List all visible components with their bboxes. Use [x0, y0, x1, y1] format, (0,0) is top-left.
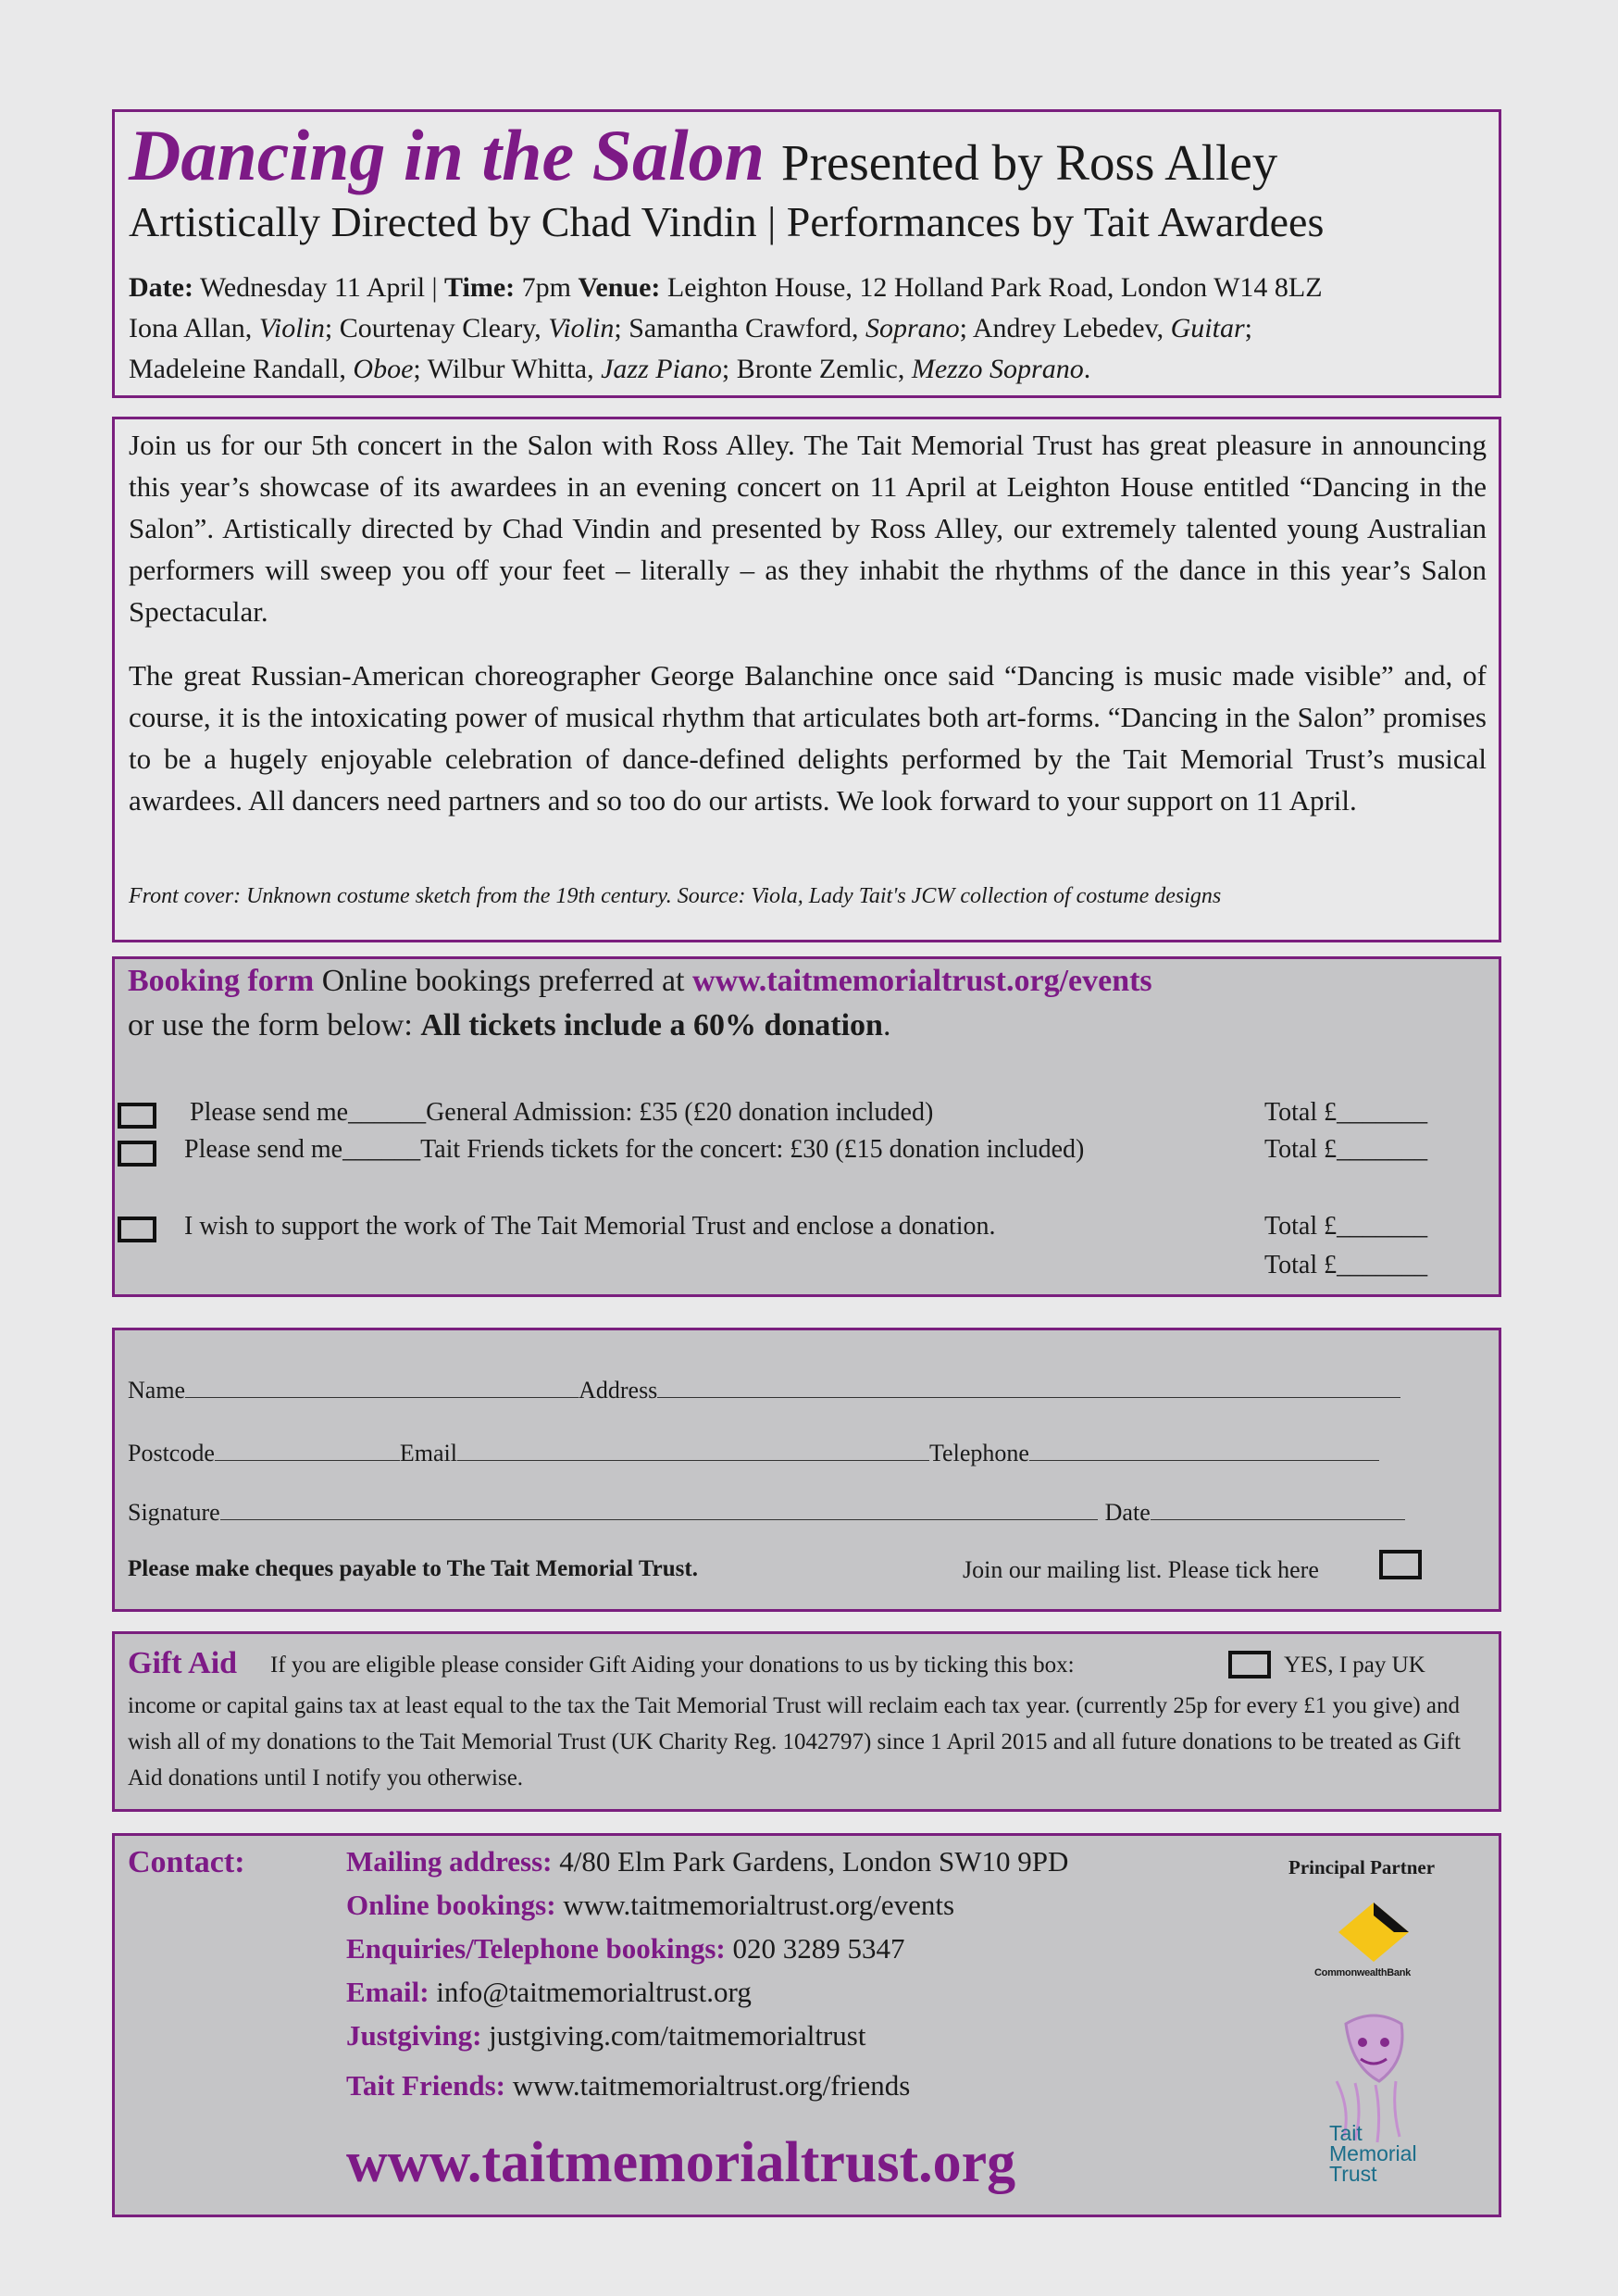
donation-note: All tickets include a 60% donation [420, 1008, 883, 1042]
cheques-note: Please make cheques payable to The Tait Memorial Trust. [128, 1556, 698, 1581]
donation-row-total[interactable]: Total £_______ [1264, 1212, 1428, 1241]
contact-online-bookings[interactable]: Online bookings: www.taitmemorialtrust.org/events [346, 1889, 955, 1921]
presented-by: Presented by Ross Alley [781, 134, 1278, 191]
intro-panel [112, 417, 1501, 942]
gift-aid-yes: YES, I pay UK [1284, 1653, 1425, 1678]
cover-caption: Front cover: Unknown costume sketch from the 19th century. Source: Viola, Lady Tait's JCW collection of costume designs [129, 884, 1222, 908]
time-value: 7pm [521, 272, 571, 303]
contact-telephone: Enquiries/Telephone bookings: 020 3289 5347 [346, 1932, 905, 1965]
website-link[interactable]: www.taitmemorialtrust.org [346, 2131, 1016, 2194]
mailing-list-checkbox[interactable] [1379, 1550, 1422, 1579]
performer: Courtenay Cleary, Violin; [339, 313, 629, 343]
directed-line: Artistically Directed by Chad Vindin | Performances by Tait Awardees [129, 198, 1325, 245]
contact-mailing-address: Mailing address: 4/80 Elm Park Gardens, London SW10 9PD [346, 1845, 1069, 1878]
contact-email[interactable]: Email: info@taitmemorialtrust.org [346, 1976, 752, 2008]
venue-value: Leighton House, 12 Holland Park Road, London W14 8LZ [666, 272, 1323, 303]
gift-aid-title: Gift Aid [128, 1646, 238, 1680]
booking-header [128, 964, 1152, 999]
donation-row-text: I wish to support the work of The Tait Memorial Trust and enclose a donation. [184, 1212, 996, 1241]
ticket-row-friends [115, 1135, 1499, 1167]
gift-aid-line1: If you are eligible please consider Gift Aiding your donations to us by ticking this box: [270, 1653, 1075, 1678]
theatre-mask-icon [1346, 2015, 1402, 2081]
tait-logo-text: Tait Memorial Trust [1329, 2121, 1417, 2186]
friends-tickets-checkbox[interactable] [118, 1141, 156, 1167]
email-label: Email [399, 1440, 457, 1466]
gift-aid-body: income or capital gains tax at least equal to the tax the Tait Memorial Trust will reclaim each tax year. (currently 25p for every £1 you give) and wish all of my donations to the Tait Memorial Trust (UK Charity Reg. 1042797) since 1 April 2015 and all future donations to be treated as Gift Aid donations until I notify you otherwise. [128, 1693, 1461, 1791]
contact-details-form [112, 1328, 1501, 1612]
telephone-label: Telephone [928, 1440, 1029, 1466]
time-label: Time: [444, 272, 516, 303]
booking-url-link[interactable]: www.taitmemorialtrust.org/events [692, 964, 1152, 998]
performer: Madeleine Randall, Oboe; [129, 354, 428, 384]
event-header [112, 109, 1501, 398]
contact-title: Contact: [128, 1845, 245, 1879]
ticket-row-text: Please send me______General Admission: £35 (£20 donation included) [190, 1098, 934, 1127]
title-line [129, 114, 1277, 197]
principal-partner-label: Principal Partner [1288, 1856, 1436, 1878]
signature-label: Signature [128, 1499, 220, 1526]
ticket-row-total[interactable]: Total £_______ [1264, 1135, 1428, 1164]
performer: Andrey Lebedev, Guitar; [972, 313, 1252, 343]
date-value: Wednesday 11 April | [199, 272, 438, 303]
event-details [129, 268, 1489, 390]
bank-name: CommonwealthBank [1314, 1967, 1411, 1978]
grand-total[interactable]: Total £_______ [1264, 1251, 1428, 1279]
signature-date-fields[interactable] [128, 1499, 1405, 1527]
performer: Iona Allan, Violin; [129, 313, 340, 343]
name-field[interactable] [128, 1377, 1400, 1404]
booking-form [112, 956, 1501, 1297]
contact-tait-friends[interactable]: Tait Friends: www.taitmemorialtrust.org/friends [346, 2069, 911, 2102]
ticket-row-general [115, 1098, 1499, 1129]
address-label: Address [579, 1377, 658, 1404]
performer: Samantha Crawford, Soprano; [629, 313, 973, 343]
ticket-row-total[interactable]: Total £_______ [1264, 1098, 1428, 1127]
contact-panel [112, 1833, 1501, 2217]
grand-total-row [115, 1251, 1499, 1282]
ticket-row-text: Please send me______Tait Friends tickets for the concert: £30 (£15 donation included) [184, 1135, 1085, 1164]
date-label: Date: [129, 272, 193, 303]
date-label: Date [1104, 1499, 1151, 1526]
name-label: Name [128, 1377, 186, 1404]
or-text: or use the form below: [128, 1008, 413, 1042]
general-admission-checkbox[interactable] [118, 1103, 156, 1129]
postcode-label: Postcode [128, 1440, 215, 1466]
gift-aid-panel [112, 1631, 1501, 1812]
venue-label: Venue: [578, 272, 661, 303]
booking-title: Booking form [128, 964, 315, 998]
postcode-email-telephone-fields[interactable] [128, 1440, 1379, 1467]
contact-justgiving[interactable]: Justgiving: justgiving.com/taitmemorialtrust [346, 2019, 866, 2052]
booking-subheader: or use the form below: All tickets include a 60% donation. [128, 1008, 891, 1042]
gift-aid-checkbox[interactable] [1228, 1651, 1271, 1678]
donation-checkbox[interactable] [118, 1217, 156, 1242]
donation-row [115, 1212, 1499, 1243]
intro-paragraph-1: Join us for our 5th concert in the Salon with Ross Alley. The Tait Memorial Trust has great pleasure in announcing this year’s showcase of its awardees in an evening concert on 11 April at Leighton House entitled “Dancing in the Salon”. Artistically directed by Chad Vindin and presented by Ross Alley, our extremely talented young Australian performers will sweep you off your feet – literally – as they inhabit the rhythms of the dance in this year’s Salon Spectacular. [129, 429, 1487, 628]
event-title: Dancing in the Salon [129, 115, 765, 195]
commonwealth-bank-logo [1309, 1897, 1438, 2003]
performer: Bronte Zemlic, Mezzo Soprano. [736, 354, 1091, 384]
online-text: Online bookings preferred at [321, 964, 685, 998]
intro-paragraph-2: The great Russian-American choreographer George Balanchine once said “Dancing is music made visible” and, of course, it is the intoxicating power of musical rhythm that articulates both art-forms. “Dancing in the Salon” promises to be a hugely enjoyable celebration of dance-defined delights performed by the Tait Memorial Trust’s musical awardees. All dancers need partners and so too do our artists. We look forward to your support on 11 April. [129, 659, 1487, 817]
performer: Wilbur Whitta, Jazz Piano; [427, 354, 737, 384]
mailing-list-text: Join our mailing list. Please tick here [963, 1556, 1319, 1583]
